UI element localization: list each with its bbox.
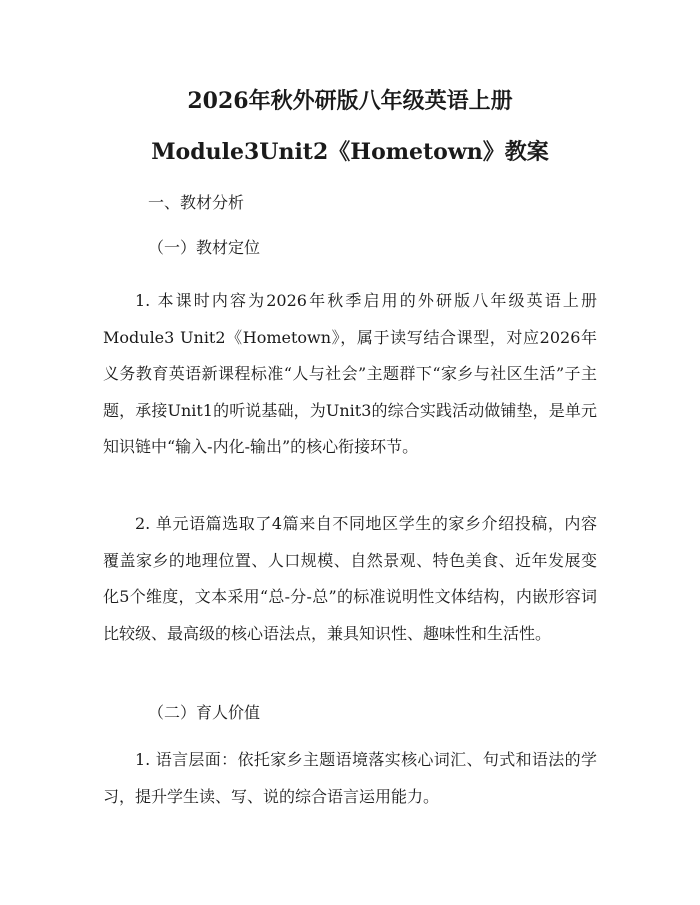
paragraph-positioning-1: 1. 本课时内容为2026年秋季启用的外研版八年级英语上册Module3 Unit2《Hometown》，属于读写结合课型，对应2026年义务教育英语新课程标准“人与社会”主题群下“家乡与社区生活”子主题，承接Unit1的听说基础，为Unit3的综合实践活动做铺垫，是单元知识链中“输入-内化-输出”的核心衔接环节。 xyxy=(103,291,597,456)
paragraph-educational-value-1: 1. 语言层面：依托家乡主题语境落实核心词汇、句式和语法的学习，提升学生读、写、说的综合语言运用能力。 xyxy=(103,750,597,806)
paragraph-positioning-2: 2. 单元语篇选取了4篇来自不同地区学生的家乡介绍投稿，内容覆盖家乡的地理位置、人口规模、自然景观、特色美食、近年发展变化5个维度，文本采用“总-分-总”的标准说明性文体结构，内嵌形容词比较级、最高级的核心语法点，兼具知识性、趣味性和生活性。 xyxy=(103,514,597,643)
subsection-heading-positioning: （一）教材定位 xyxy=(148,238,261,257)
subsection-heading-educational-value: （二）育人价值 xyxy=(148,703,261,722)
document-title-line1: 2026年秋外研版八年级英语上册 xyxy=(187,88,513,114)
document-title-line2: Module3Unit2《Hometown》教案 xyxy=(151,139,549,165)
section-heading-textbook-analysis: 一、教材分析 xyxy=(148,193,245,212)
